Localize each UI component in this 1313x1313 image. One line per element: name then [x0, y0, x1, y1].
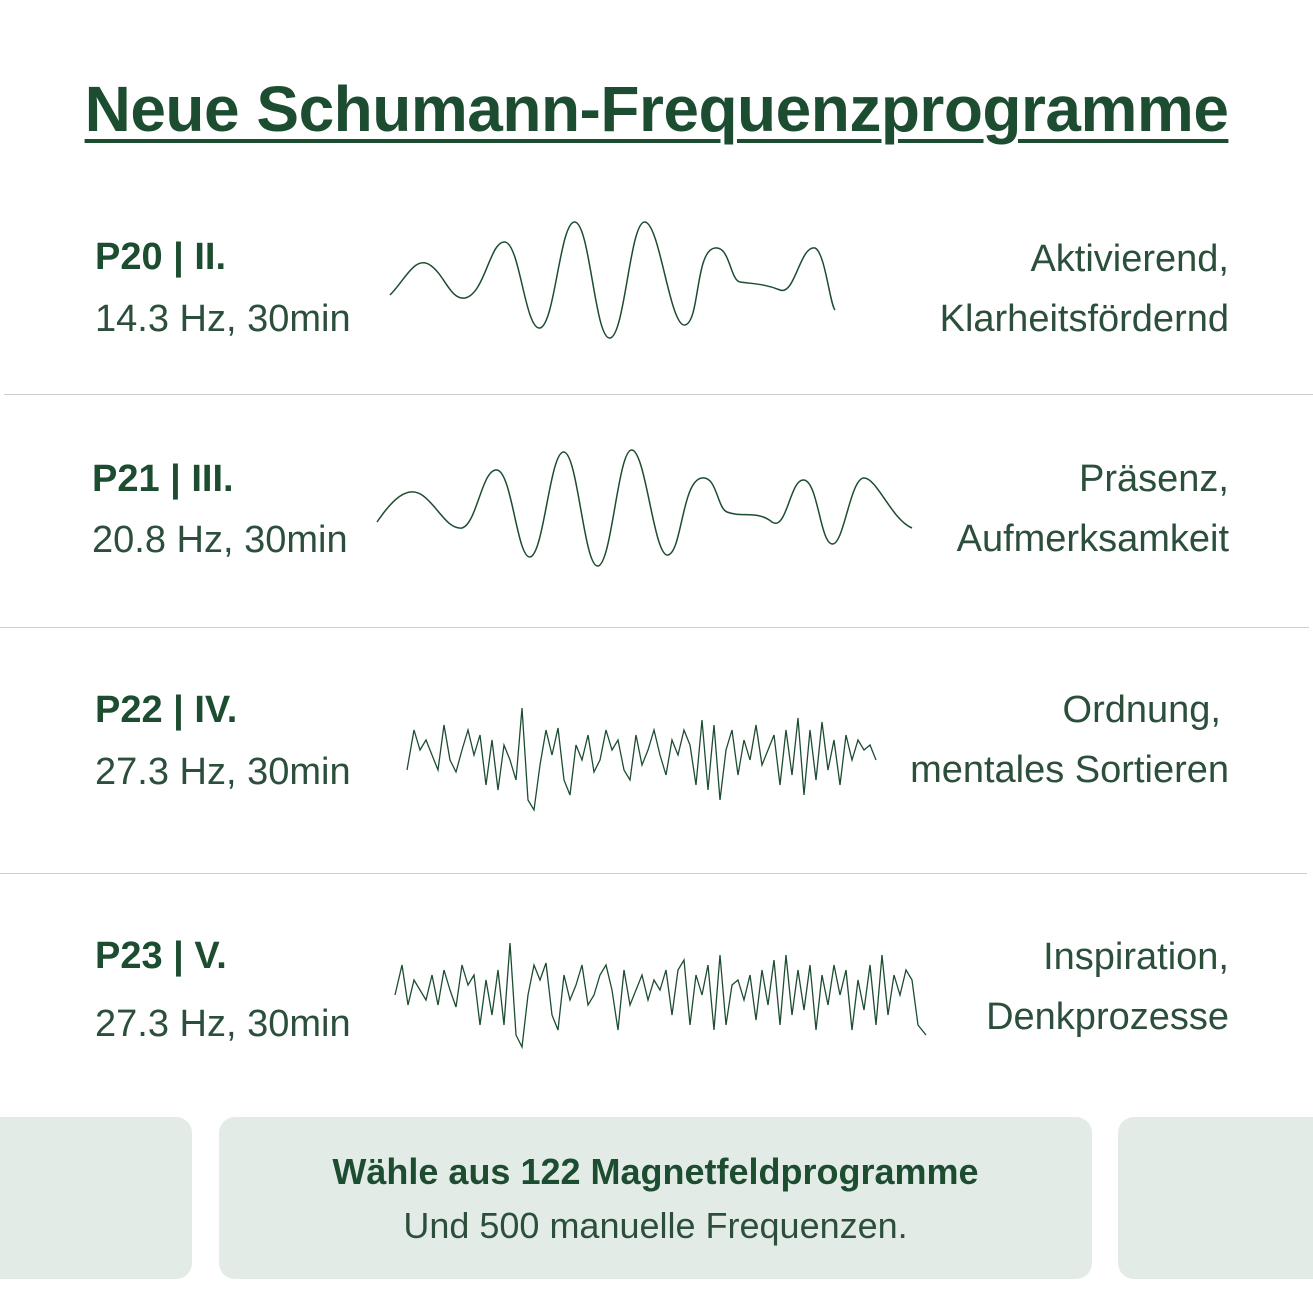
banner-title: Wähle aus 122 Magnetfeldprogramme: [332, 1151, 979, 1192]
description-line: mentales Sortieren: [910, 749, 1229, 791]
waveform-graphic: [390, 935, 935, 1055]
program-frequency: 20.8 Hz, 30min: [92, 519, 348, 561]
waveform-line: [377, 450, 912, 566]
description-line: Präsenz,: [1079, 458, 1229, 500]
program-frequency: 27.3 Hz, 30min: [95, 1003, 351, 1045]
program-frequency: 27.3 Hz, 30min: [95, 751, 351, 793]
description-line: Denkprozesse: [986, 996, 1229, 1038]
program-description: [940, 229, 1229, 349]
program-description: [957, 449, 1229, 569]
program-code: P21 | III.: [92, 458, 234, 500]
waveform-graphic: [402, 700, 882, 820]
waveform-line: [407, 708, 876, 810]
program-code: P23 | V.: [95, 935, 227, 977]
page-title: Neue Schumann-Frequenzprogramme: [84, 73, 1229, 145]
divider: [0, 627, 1309, 628]
program-frequency: 14.3 Hz, 30min: [95, 298, 351, 340]
description-line: Aufmerksamkeit: [956, 518, 1229, 560]
waveform-graphic: [385, 210, 845, 350]
side-panel-left: [0, 1117, 192, 1279]
banner-subtitle: Und 500 manuelle Frequenzen.: [403, 1205, 908, 1246]
side-panel-right: [1118, 1117, 1313, 1279]
description-line: Ordnung,: [1062, 689, 1221, 731]
divider: [4, 394, 1313, 395]
program-description: [986, 927, 1229, 1047]
description-line: Inspiration,: [1043, 936, 1229, 978]
info-banner: [219, 1117, 1092, 1279]
program-code: P22 | IV.: [95, 689, 238, 731]
program-description: [910, 680, 1229, 800]
description-line: Aktivierend,: [1030, 238, 1229, 280]
waveform-line: [390, 222, 835, 338]
program-code: P20 | II.: [95, 236, 227, 278]
divider: [0, 873, 1307, 874]
description-line: Klarheitsfördernd: [939, 298, 1229, 340]
waveform-graphic: [372, 440, 917, 580]
waveform-line: [395, 943, 926, 1047]
